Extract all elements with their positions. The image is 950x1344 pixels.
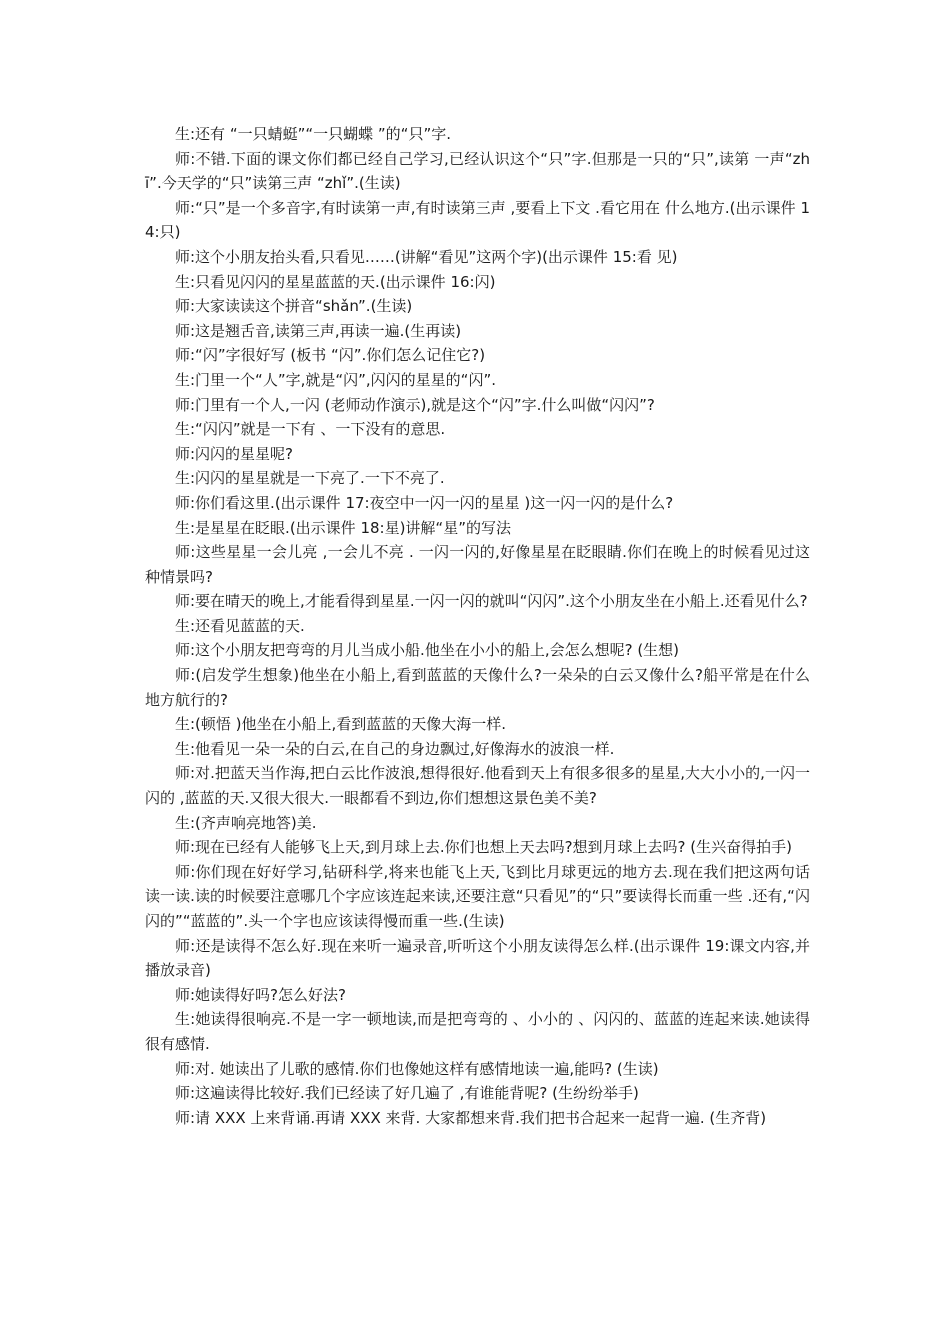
paragraph: 师:对.把蓝天当作海,把白云比作波浪,想得很好.他看到天上有很多很多的星星,大大小小的,一闪一闪的 ,蓝蓝的天.又很大很大.一眼都看不到边,你们想想这景色美不美? xyxy=(145,764,810,808)
paragraph: 师:“只”是一个多音字,有时读第一声,有时读第三声 ,要看上下文 .看它用在 什么地方.(出示课件 14:只) xyxy=(145,198,810,242)
paragraph: 师:你们现在好好学习,钻研科学,将来也能飞上天,飞到比月球更远的地方去.现在我们把这两句话读一读.读的时候要注意哪几个字应该连起来读,还要注意“只看见”的“只”要读得长而重一些 .还有,“闪闪的”“蓝蓝的”.头一个字也应该读得慢而重一些.(生读) xyxy=(145,862,810,930)
paragraph: 师:这遍读得比较好.我们已经读了好几遍了 ,有谁能背呢? (生纷纷举手) xyxy=(175,1084,639,1103)
paragraph: 师:现在已经有人能够飞上天,到月球上去.你们也想上天去吗?想到月球上去吗? (生兴奋得拍手) xyxy=(175,838,792,857)
paragraph: 生:她读得很响亮.不是一字一顿地读,而是把弯弯的 、小小的 、闪闪的、蓝蓝的连起来读.她读得很有感情. xyxy=(145,1010,810,1053)
paragraph: 生:门里一个“人”字,就是“闪”,闪闪的星星的“闪”. xyxy=(175,370,496,389)
paragraph: 师:这个小朋友把弯弯的月儿当成小船.他坐在小小的船上,会怎么想呢? (生想) xyxy=(175,641,680,660)
paragraph: 生:还看见蓝蓝的天. xyxy=(175,616,305,635)
paragraph: 师:你们看这里.(出示课件 17:夜空中一闪一闪的星星 )这一闪一闪的是什么? xyxy=(175,493,674,512)
paragraph: 师:这个小朋友抬头看,只看见……(讲解“看见”这两个字)(出示课件 15:看 见) xyxy=(175,247,678,266)
paragraph: 生:(顿悟 )他坐在小船上,看到蓝蓝的天像大海一样. xyxy=(175,715,507,734)
paragraph: 师:要在晴天的晚上,才能看得到星星.一闪一闪的就叫“闪闪”.这个小朋友坐在小船上.还看见什么? xyxy=(175,592,808,611)
paragraph: 师:这是翘舌音,读第三声,再读一遍.(生再读) xyxy=(175,321,462,340)
paragraph: 生:只看见闪闪的星星蓝蓝的天.(出示课件 16:闪) xyxy=(175,272,496,291)
paragraph: 师:对. 她读出了儿歌的感情.你们也像她这样有感情地读一遍,能吗? (生读) xyxy=(175,1059,659,1078)
paragraph: 师:请 XXX 上来背诵.再请 XXX 来背. 大家都想来背.我们把书合起来一起背一遍. (生齐背) xyxy=(175,1108,767,1127)
paragraph: 师:“闪”字很好写 (板书 “闪”.你们怎么记住它?) xyxy=(175,346,486,365)
paragraph: 师:(启发学生想象)他坐在小船上,看到蓝蓝的天像什么?一朵朵的白云又像什么?船平常是在什么地方航行的? xyxy=(145,666,810,709)
paragraph: 生:他看见一朵一朵的白云,在自己的身边飘过,好像海水的波浪一样. xyxy=(175,739,615,758)
paragraph: 师:这些星星一会儿亮 ,一会儿不亮 . 一闪一闪的,好像星星在眨眼睛.你们在晚上的时候看见过这种情景吗? xyxy=(145,543,810,586)
paragraph: 师:还是读得不怎么好.现在来听一遍录音,听听这个小朋友读得怎么样.(出示课件 19:课文内容,并播放录音) xyxy=(145,936,810,980)
paragraph: 师:闪闪的星星呢? xyxy=(175,444,294,463)
paragraph: 生:是星星在眨眼.(出示课件 18:星)讲解“星”的写法 xyxy=(175,518,511,537)
paragraph: 生:“闪闪”就是一下有 、一下没有的意思. xyxy=(175,420,446,439)
paragraph: 师:她读得好吗?怎么好法? xyxy=(175,985,346,1004)
paragraph: 生:(齐声响亮地答)美. xyxy=(175,813,317,832)
paragraph: 师:大家读读这个拼音“shǎn”.(生读) xyxy=(175,297,413,316)
paragraph: 师:门里有一个人,一闪 (老师动作演示),就是这个“闪”字.什么叫做“闪闪”? xyxy=(175,395,655,414)
paragraph: 师:不错.下面的课文你们都已经自己学习,已经认识这个“只”字.但那是一只的“只”,读第 一声“zhī”.今天学的“只”读第三声 “zhǐ”.(生读) xyxy=(145,149,810,193)
paragraph: 生:还有 “一只蜻蜓”“一只蝴蝶 ”的“只”字. xyxy=(175,125,451,143)
paragraph: 生:闪闪的星星就是一下亮了.一下不亮了. xyxy=(175,469,445,488)
lesson-transcript xyxy=(145,122,810,1130)
